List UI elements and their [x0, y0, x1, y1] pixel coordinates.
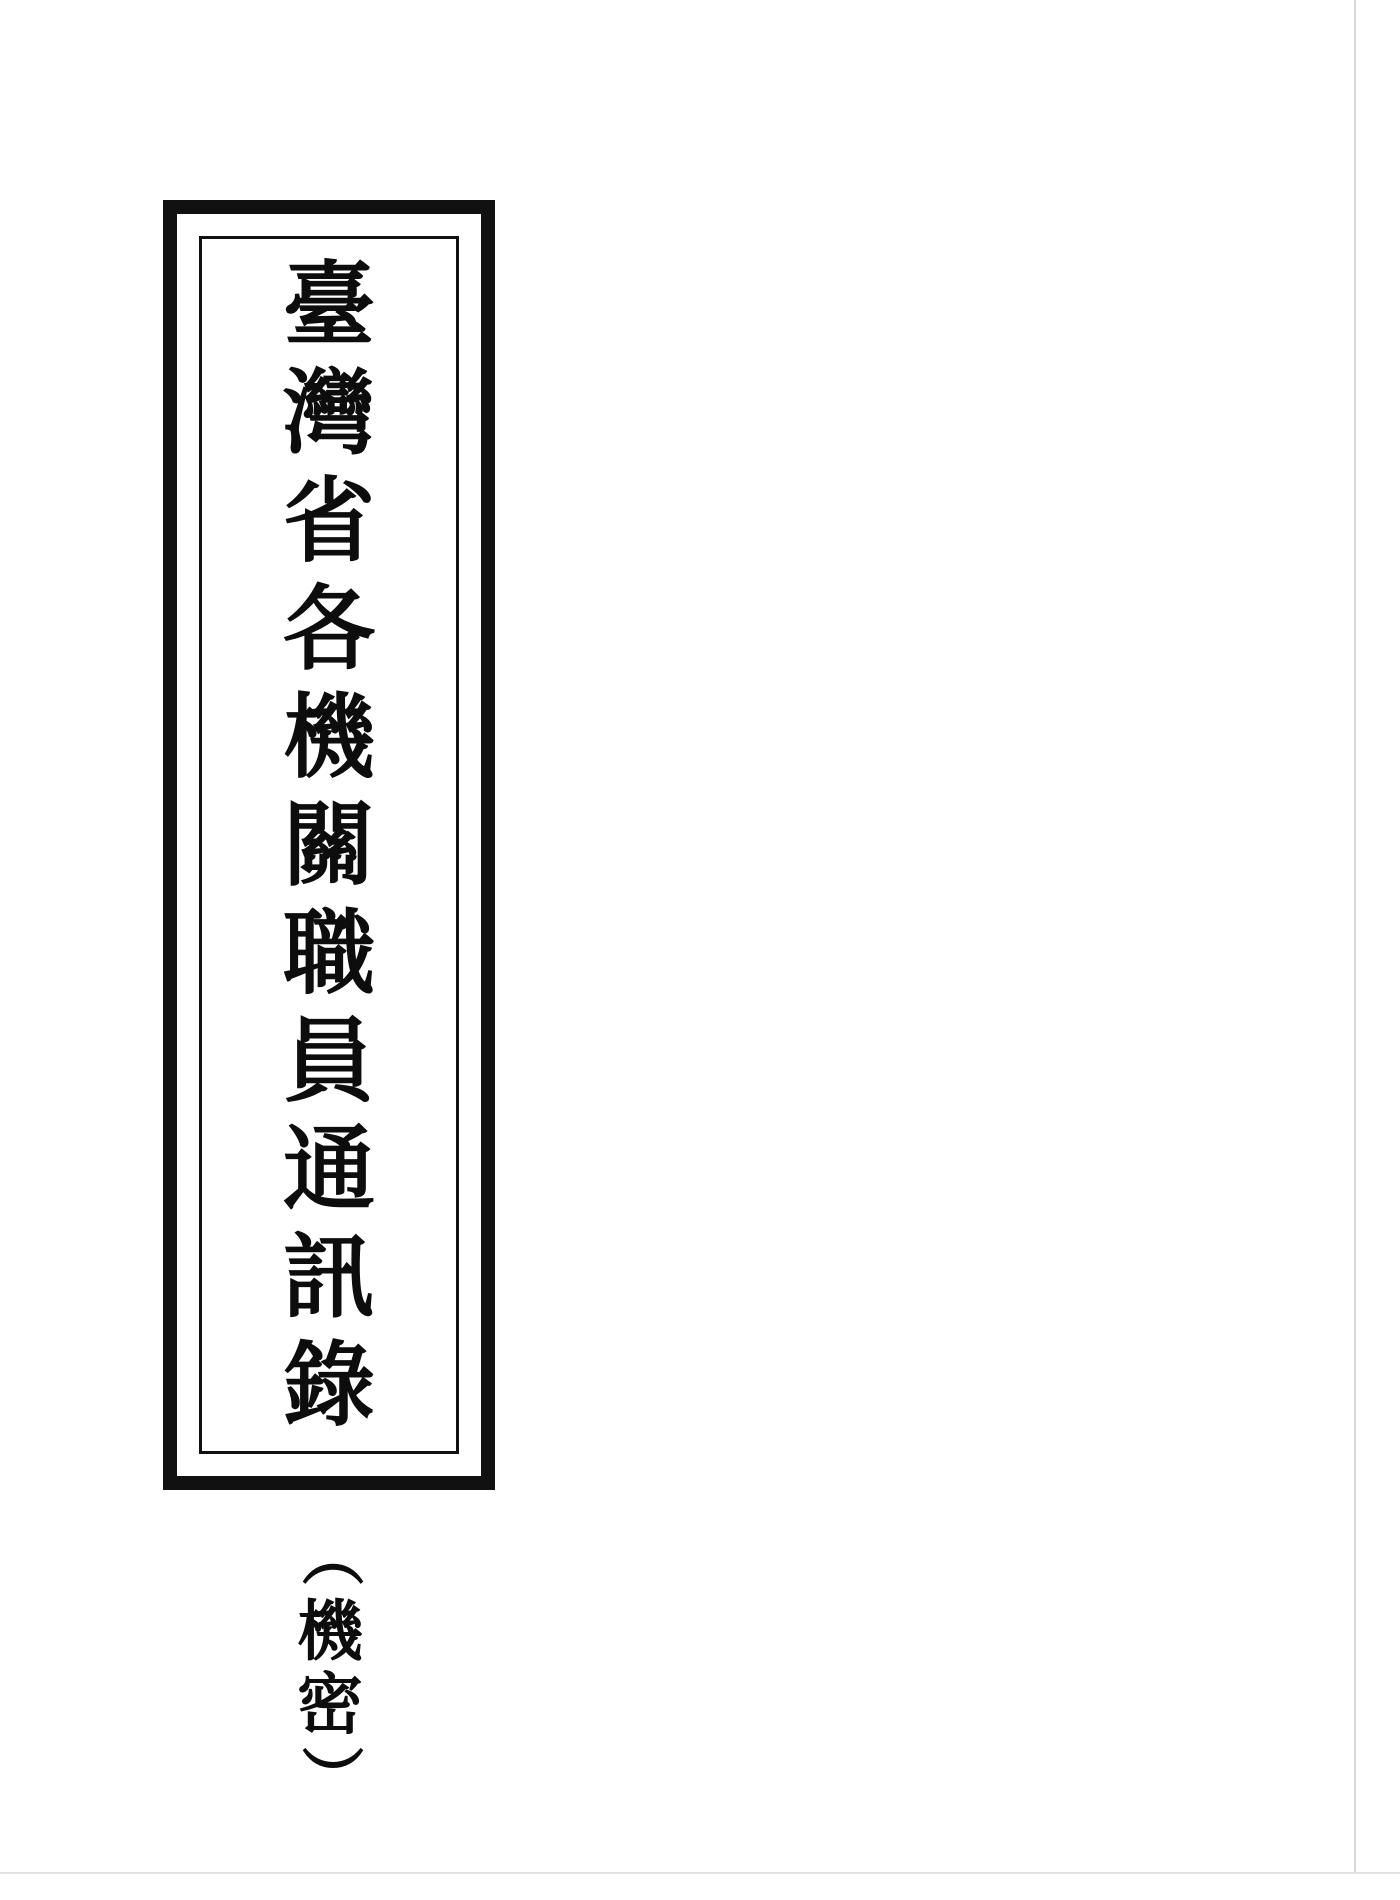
title-char: 關	[282, 791, 375, 899]
title-char: 訊	[282, 1223, 375, 1331]
title-char: 職	[282, 899, 375, 1007]
title-char: 灣	[282, 359, 375, 467]
title-char: 通	[282, 1115, 375, 1223]
title-char: 省	[282, 467, 375, 575]
classification-char: 密	[297, 1665, 363, 1744]
scan-right-margin	[1354, 0, 1400, 1900]
classification-close-paren: ）	[294, 1745, 368, 1808]
title-cartouche-frame	[163, 200, 495, 1490]
cartouche-white-gap	[177, 214, 481, 1476]
cartouche-inner-rule	[199, 236, 459, 1454]
title-char: 錄	[282, 1331, 375, 1439]
title-char: 員	[282, 1007, 375, 1115]
title-char: 臺	[282, 251, 375, 359]
classification-mark	[255, 1520, 405, 1816]
title-char: 各	[282, 575, 375, 683]
title-char: 機	[282, 683, 375, 791]
classification-open-paren: （	[294, 1524, 368, 1587]
book-title-vertical	[202, 239, 456, 1451]
scan-bottom-margin	[0, 1872, 1400, 1900]
classification-char: 機	[297, 1591, 363, 1670]
